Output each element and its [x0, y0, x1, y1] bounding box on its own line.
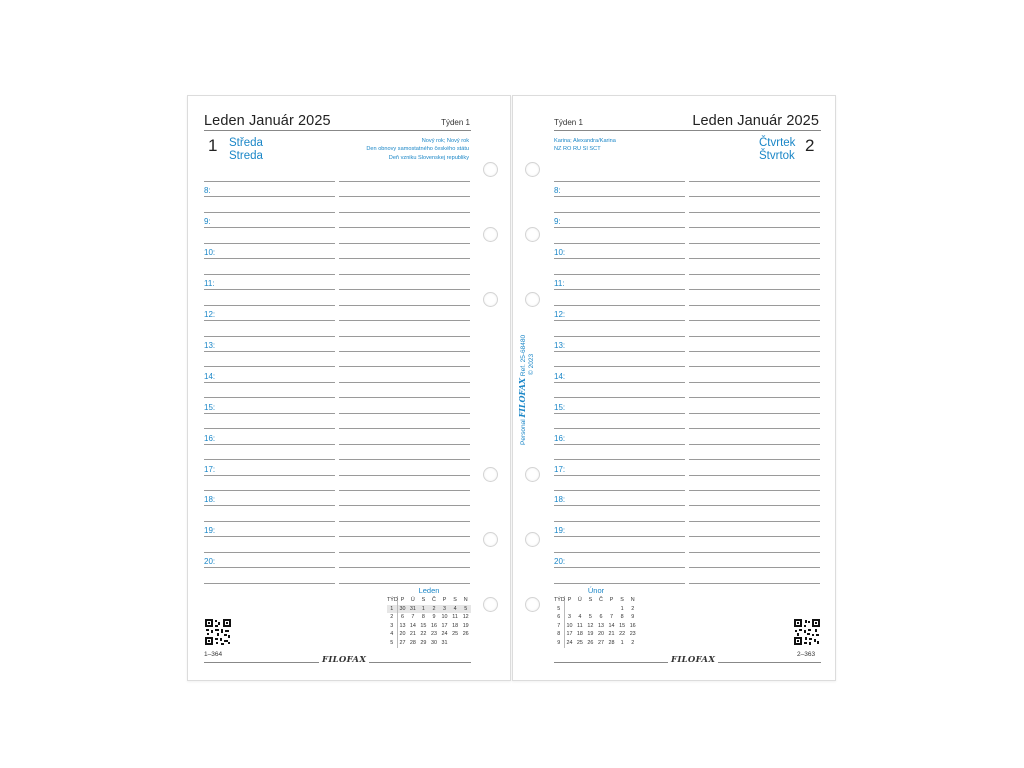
writing-line: [689, 274, 820, 275]
writing-line: [339, 521, 470, 522]
date-cell: 6: [401, 614, 405, 621]
spine-ref: Ref. 25-68480: [520, 334, 527, 377]
writing-line: [339, 413, 470, 414]
date-cell: 21: [608, 631, 615, 638]
date-cell: 20: [597, 631, 604, 638]
writing-line: [554, 305, 685, 306]
writing-line: [204, 196, 335, 197]
writing-line: [339, 444, 470, 445]
writing-line: [339, 351, 470, 352]
date-cell: 14: [608, 622, 615, 629]
holiday-list: [366, 137, 469, 162]
hour-label: 16:: [204, 434, 216, 443]
writing-line: [689, 428, 820, 429]
holiday-line: Den obnovy samostatného českého státu: [366, 146, 469, 153]
punch-hole-icon: [483, 162, 498, 177]
hour-label: 18:: [204, 495, 216, 504]
date-cell: 10: [441, 614, 448, 621]
date-cell: 13: [399, 622, 406, 629]
weekday-header: N: [463, 597, 468, 603]
writing-line: [339, 428, 470, 429]
writing-line: [339, 382, 470, 383]
hour-label: 13:: [554, 341, 566, 350]
writing-line: [204, 336, 335, 337]
writing-line: [689, 212, 820, 213]
writing-line: [554, 366, 685, 367]
date-cell: 5: [460, 605, 471, 614]
writing-line: [554, 428, 685, 429]
writing-line: [554, 413, 685, 414]
date-cell: 17: [566, 631, 573, 638]
date-cell: 1: [620, 639, 624, 646]
hour-label: 15:: [204, 403, 216, 412]
weekday-header: P: [567, 597, 572, 603]
writing-line: [689, 336, 820, 337]
date-cell: 30: [430, 639, 437, 646]
writing-line: [554, 459, 685, 460]
writing-line: [689, 397, 820, 398]
punch-hole-icon: [525, 597, 540, 612]
writing-line: [689, 583, 820, 584]
mini-calendar-week: [387, 639, 471, 648]
writing-line: [554, 243, 685, 244]
date-cell: 9: [631, 614, 635, 621]
weekday-header: S: [620, 597, 624, 603]
punch-hole-icon: [525, 532, 540, 547]
punch-hole-icon: [525, 162, 540, 177]
mini-calendar: [387, 586, 471, 648]
writing-line: [554, 583, 685, 584]
date-cell: 4: [450, 605, 461, 614]
writing-line: [689, 181, 820, 182]
writing-line: [689, 289, 820, 290]
weekday-header: S: [421, 597, 426, 603]
date-cell: 2: [631, 605, 635, 612]
writing-line: [554, 274, 685, 275]
date-cell: 18: [576, 631, 583, 638]
writing-line: [204, 181, 335, 182]
hour-label: 12:: [554, 310, 566, 319]
hour-label: 19:: [204, 526, 216, 535]
date-cell: 14: [409, 622, 416, 629]
mini-calendar-week: [554, 613, 638, 622]
hour-label: 8:: [554, 186, 561, 195]
mini-calendar-week: [387, 613, 471, 622]
date-cell: 7: [411, 614, 415, 621]
weekday-header: S: [453, 597, 457, 603]
date-cell: [450, 639, 461, 648]
weekday-header: Č: [432, 597, 436, 603]
date-cell: 30: [397, 605, 408, 614]
date-cell: 12: [462, 614, 469, 621]
writing-line: [204, 305, 335, 306]
writing-line: [339, 212, 470, 213]
writing-line: [339, 289, 470, 290]
holiday-line: Nový rok; Nový rok: [421, 138, 469, 144]
mini-calendar-week: [387, 630, 471, 639]
date-cell: 9: [432, 614, 436, 621]
weekday-header: N: [630, 597, 635, 603]
date-cell: 6: [599, 614, 603, 621]
left-diary-page: [187, 95, 511, 681]
writing-line: [689, 505, 820, 506]
date-cell: 15: [420, 622, 427, 629]
hour-label: 9:: [204, 217, 211, 226]
writing-line: [689, 351, 820, 352]
writing-line: [689, 444, 820, 445]
date-cell: 20: [399, 631, 406, 638]
punch-hole-icon: [483, 532, 498, 547]
punch-hole-icon: [483, 292, 498, 307]
date-cell: 22: [619, 631, 626, 638]
date-cell: 16: [430, 622, 437, 629]
date-cell: 18: [452, 622, 459, 629]
hour-label: 8:: [204, 186, 211, 195]
date-cell: 24: [566, 639, 573, 646]
hour-label: 9:: [554, 217, 561, 226]
date-cell: 7: [610, 614, 614, 621]
date-cell: [596, 605, 607, 614]
date-cell: 26: [462, 631, 469, 638]
writing-line: [204, 320, 335, 321]
writing-line: [554, 505, 685, 506]
writing-line: [554, 536, 685, 537]
writing-line: [339, 227, 470, 228]
writing-line: [689, 366, 820, 367]
writing-line: [554, 289, 685, 290]
hour-label: 14:: [554, 372, 566, 381]
writing-line: [204, 351, 335, 352]
writing-line: [339, 475, 470, 476]
spine-logo: FILOFAX: [517, 377, 527, 418]
writing-line: [339, 567, 470, 568]
writing-line: [204, 583, 335, 584]
week-number: 7: [554, 622, 564, 631]
week-number: 8: [554, 630, 564, 639]
date-cell: 25: [576, 639, 583, 646]
hour-label: 11:: [554, 279, 565, 288]
writing-line: [689, 536, 820, 537]
week-label: Týden 1: [554, 118, 583, 127]
writing-line: [204, 227, 335, 228]
writing-line: [204, 521, 335, 522]
weekday-header: Ú: [577, 597, 582, 603]
writing-line: [204, 258, 335, 259]
date-cell: 3: [439, 605, 450, 614]
right-diary-page: [512, 95, 836, 681]
writing-line: [204, 490, 335, 491]
writing-line: [554, 475, 685, 476]
date-cell: 5: [588, 614, 592, 621]
date-cell: 2: [429, 605, 440, 614]
writing-line: [554, 521, 685, 522]
hour-label: 17:: [554, 465, 566, 474]
qr-code-icon: [794, 619, 820, 645]
mini-calendar-title: Únor: [587, 586, 605, 595]
date-cell: 1: [620, 605, 624, 612]
date-cell: 23: [629, 631, 636, 638]
writing-line: [339, 397, 470, 398]
date-cell: 16: [629, 622, 636, 629]
weekday-header: P: [442, 597, 447, 603]
date-cell: 31: [441, 639, 448, 646]
writing-line: [554, 397, 685, 398]
day-name-sk: Štvrtok: [759, 150, 795, 162]
date-cell: 27: [399, 639, 406, 646]
writing-line: [339, 366, 470, 367]
writing-line: [204, 567, 335, 568]
writing-line: [554, 196, 685, 197]
writing-line: [554, 490, 685, 491]
weekday-header: P: [400, 597, 405, 603]
date-cell: 19: [462, 622, 469, 629]
week-number: 3: [387, 622, 397, 631]
date-cell: [585, 605, 596, 614]
header-rule: [554, 130, 821, 131]
hour-label: 10:: [204, 248, 216, 257]
date-cell: 10: [566, 622, 573, 629]
month-title: Leden Január 2025: [692, 113, 819, 129]
week-number: 9: [554, 639, 564, 648]
date-cell: 12: [587, 622, 594, 629]
writing-line: [554, 320, 685, 321]
date-cell: 8: [620, 614, 624, 621]
date-cell: 27: [597, 639, 604, 646]
writing-line: [689, 567, 820, 568]
hour-label: 13:: [204, 341, 216, 350]
weekday-header: P: [609, 597, 614, 603]
writing-line: [689, 490, 820, 491]
writing-line: [204, 413, 335, 414]
weekday-header: S: [588, 597, 593, 603]
hour-label: 20:: [554, 557, 566, 566]
punch-hole-icon: [525, 227, 540, 242]
writing-line: [339, 243, 470, 244]
writing-line: [204, 243, 335, 244]
filofax-logo: FILOFAX: [319, 655, 369, 665]
writing-line: [689, 243, 820, 244]
writing-line: [689, 459, 820, 460]
day-number: 1: [208, 136, 218, 155]
hour-label: 17:: [204, 465, 216, 474]
writing-line: [689, 196, 820, 197]
weekday-header: Ú: [410, 597, 415, 603]
writing-line: [554, 382, 685, 383]
hour-label: 20:: [204, 557, 216, 566]
writing-line: [339, 552, 470, 553]
date-cell: 2: [631, 639, 635, 646]
writing-line: [339, 459, 470, 460]
name-days-list: [554, 137, 616, 154]
mini-calendar-week: [387, 622, 471, 631]
punch-hole-icon: [483, 467, 498, 482]
mini-calendar-grid: [387, 596, 471, 648]
writing-line: [204, 382, 335, 383]
date-cell: 11: [452, 614, 458, 621]
writing-line: [204, 459, 335, 460]
page-code: 1–364: [204, 651, 223, 658]
writing-line: [689, 227, 820, 228]
date-cell: 19: [587, 631, 594, 638]
writing-line: [554, 336, 685, 337]
date-cell: 21: [409, 631, 416, 638]
writing-line: [339, 258, 470, 259]
hour-label: 18:: [554, 495, 566, 504]
date-cell: [460, 639, 471, 648]
date-cell: 15: [619, 622, 626, 629]
week-col-header: TÝD: [387, 597, 398, 603]
writing-line: [554, 552, 685, 553]
day-name-sk: Streda: [229, 150, 263, 162]
day-name-cz: Čtvrtek: [759, 137, 796, 149]
hour-label: 10:: [554, 248, 566, 257]
week-number: 6: [554, 613, 564, 622]
writing-line: [204, 274, 335, 275]
mini-calendar-header: [554, 596, 638, 605]
hour-label: 16:: [554, 434, 566, 443]
writing-line: [554, 227, 685, 228]
hour-label: 19:: [554, 526, 566, 535]
week-number: 4: [387, 630, 397, 639]
date-cell: 23: [430, 631, 437, 638]
writing-line: [204, 428, 335, 429]
writing-line: [204, 444, 335, 445]
writing-line: [339, 536, 470, 537]
date-cell: 24: [441, 631, 448, 638]
mini-calendar-week: [387, 605, 471, 614]
date-cell: 3: [568, 614, 572, 621]
writing-line: [204, 536, 335, 537]
writing-line: [554, 351, 685, 352]
writing-line: [689, 258, 820, 259]
writing-line: [339, 505, 470, 506]
punch-hole-icon: [483, 227, 498, 242]
writing-line: [339, 196, 470, 197]
weekday-header: Č: [599, 597, 603, 603]
hour-label: 11:: [204, 279, 215, 288]
writing-line: [554, 258, 685, 259]
date-cell: 22: [420, 631, 427, 638]
header-rule: [204, 130, 471, 131]
mini-calendar-week: [554, 639, 638, 648]
writing-line: [204, 552, 335, 553]
mini-calendar-grid: [554, 596, 638, 648]
date-cell: 28: [608, 639, 615, 646]
writing-line: [554, 181, 685, 182]
mini-calendar-week: [554, 622, 638, 631]
mini-calendar-week: [554, 630, 638, 639]
week-number: 2: [387, 613, 397, 622]
date-cell: 28: [409, 639, 416, 646]
date-cell: 25: [452, 631, 459, 638]
writing-line: [204, 475, 335, 476]
mini-calendar-week: [554, 605, 638, 614]
writing-line: [339, 274, 470, 275]
writing-line: [204, 366, 335, 367]
writing-line: [554, 212, 685, 213]
hour-label: 15:: [554, 403, 566, 412]
writing-line: [204, 397, 335, 398]
writing-line: [689, 320, 820, 321]
name-day-line: NZ RO RU SI SCT: [554, 146, 601, 153]
writing-line: [689, 521, 820, 522]
writing-line: [339, 305, 470, 306]
writing-line: [339, 490, 470, 491]
date-cell: 31: [408, 605, 419, 614]
writing-line: [689, 475, 820, 476]
day-name-cz: Středa: [229, 137, 263, 149]
day-number: 2: [805, 136, 815, 155]
writing-line: [204, 289, 335, 290]
date-cell: [606, 605, 617, 614]
punch-hole-icon: [525, 292, 540, 307]
writing-line: [689, 382, 820, 383]
week-label: Týden 1: [441, 118, 470, 127]
writing-line: [554, 444, 685, 445]
mini-calendar: [554, 586, 638, 648]
date-cell: [575, 605, 586, 614]
writing-line: [339, 181, 470, 182]
date-cell: 4: [578, 614, 582, 621]
week-number: 5: [554, 605, 564, 614]
writing-line: [339, 336, 470, 337]
date-cell: 8: [421, 614, 425, 621]
week-number: 5: [387, 639, 397, 648]
spine-copyright: © 2023: [528, 353, 535, 375]
writing-line: [339, 583, 470, 584]
mini-calendar-title: Leden: [418, 586, 440, 595]
mini-calendar-header: [387, 596, 471, 605]
writing-line: [204, 212, 335, 213]
hour-label: 12:: [204, 310, 216, 319]
punch-hole-icon: [525, 467, 540, 482]
date-cell: 29: [420, 639, 427, 646]
name-day-line: Karina; Alexandra/Karina: [554, 138, 616, 144]
writing-line: [689, 552, 820, 553]
date-cell: 11: [577, 622, 583, 629]
week-number: 1: [387, 605, 397, 614]
date-cell: 1: [418, 605, 429, 614]
holiday-line: Deň vzniku Slovenskej republiky: [388, 154, 469, 161]
week-col-header: TÝD: [554, 597, 565, 603]
writing-line: [339, 320, 470, 321]
date-cell: 26: [587, 639, 594, 646]
punch-hole-icon: [483, 597, 498, 612]
date-cell: [564, 605, 575, 614]
page-code: 2–363: [797, 651, 816, 658]
writing-line: [204, 505, 335, 506]
spine-imprint: [518, 335, 536, 445]
hour-label: 14:: [204, 372, 216, 381]
spine-prefix: Personal: [520, 419, 527, 445]
filofax-logo: FILOFAX: [668, 655, 718, 665]
writing-line: [689, 413, 820, 414]
qr-code-icon: [205, 619, 231, 645]
date-cell: 17: [441, 622, 448, 629]
writing-line: [554, 567, 685, 568]
writing-line: [689, 305, 820, 306]
date-cell: 13: [597, 622, 604, 629]
month-title: Leden Január 2025: [204, 113, 331, 129]
